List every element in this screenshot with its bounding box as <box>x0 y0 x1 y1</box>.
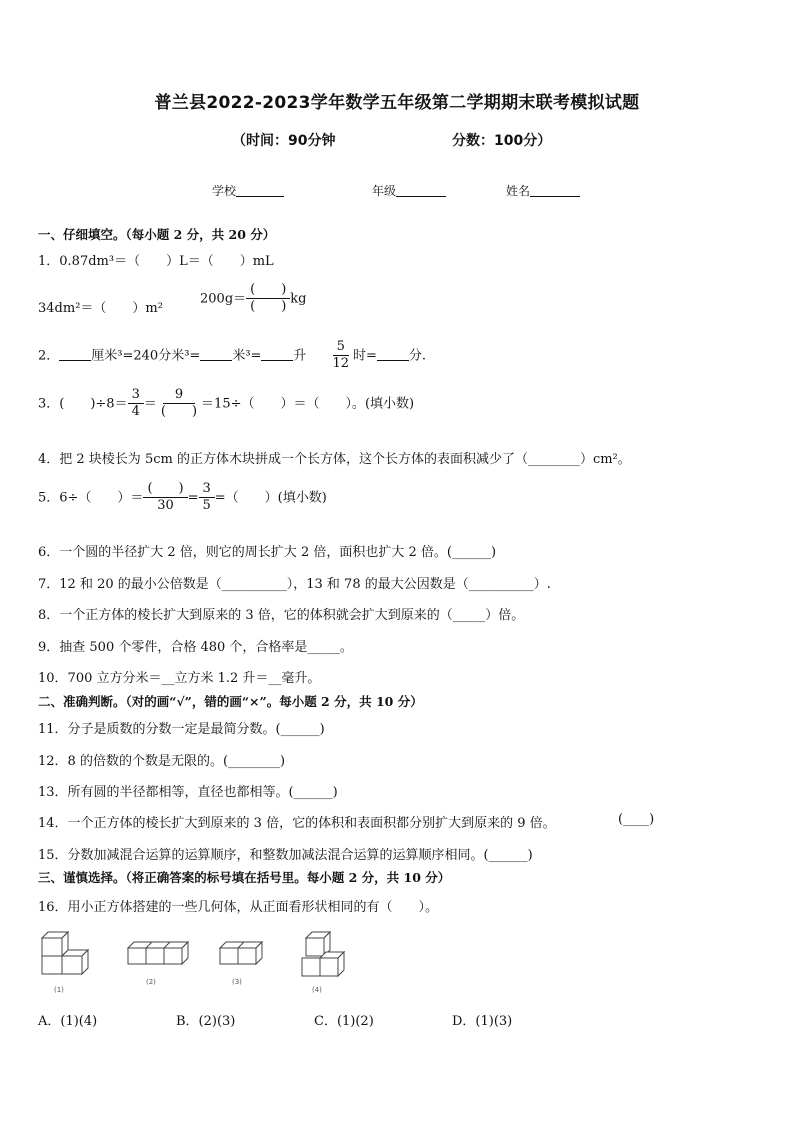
q2-text-d: 升 <box>293 348 307 364</box>
q5-equals: = <box>187 490 199 506</box>
fraction-numerator: ( ) <box>143 482 187 498</box>
fraction-denominator: 4 <box>131 404 140 420</box>
cube-figure-1 <box>38 926 100 996</box>
fraction-denominator: 30 <box>157 498 174 514</box>
question-1-line-2b <box>200 283 307 315</box>
option-b[interactable]: B．(2)(3) <box>176 1014 236 1029</box>
question-3 <box>38 388 414 420</box>
q1-fraction <box>246 283 290 315</box>
q1-200g-text: 200g＝ <box>200 291 247 307</box>
school-label: 学校 <box>212 184 237 198</box>
fraction-numerator: 3 <box>199 482 215 498</box>
name-label: 姓名 <box>506 184 531 198</box>
question-13: 13．所有圆的半径都相等，直径也都相等。(______) <box>38 785 338 800</box>
fraction-denominator: ( ) <box>160 404 198 420</box>
grade-label: 年级 <box>372 184 397 198</box>
section-1-heading: 一、仔细填空。（每小题 2 分，共 20 分） <box>38 227 276 242</box>
question-16: 16．用小正方体搭建的一些几何体，从正面看形状相同的有（ ）。 <box>38 900 439 915</box>
q2-text-c: 米³= <box>232 348 262 364</box>
q3-text-a: 3．( )÷8＝ <box>38 396 128 412</box>
q5-fraction-1 <box>143 482 187 514</box>
option-d[interactable]: D．(1)(3) <box>452 1014 513 1029</box>
question-9: 9．抽查 500 个零件，合格 480 个，合格率是_____。 <box>38 640 353 655</box>
q3-text-b: ＝15÷（ ）＝（ ）。(填小数) <box>201 396 415 412</box>
page-title: 普兰县2022-2023学年数学五年级第二学期期末联考模拟试题 <box>154 93 640 113</box>
figure-1-label: (1) <box>54 986 64 994</box>
fraction-denominator: 5 <box>202 498 211 514</box>
question-5 <box>38 482 327 514</box>
question-15: 15．分数加减混合运算的运算顺序，和整数加减法混合运算的运算顺序相同。(______) <box>38 848 533 863</box>
q2-fraction <box>328 340 353 372</box>
q2-text-f: 分. <box>408 348 427 364</box>
q2-text-e: 时= <box>352 348 377 364</box>
cube-figure-3 <box>216 938 268 988</box>
question-4: 4．把 2 块棱长为 5cm 的正方体木块拼成一个长方体，这个长方体的表面积减少了（________）cm²。 <box>38 452 631 467</box>
question-1-line-1: 1．0.87dm³＝（ ）L＝（ ）mL <box>38 254 274 269</box>
question-11: 11．分子是质数的分数一定是最简分数。(______) <box>38 722 325 737</box>
fraction-numerator: 3 <box>128 388 144 404</box>
q2-text-b: 厘米³=240分米³= <box>91 348 201 364</box>
option-c[interactable]: C．(1)(2) <box>314 1014 374 1029</box>
q5-text-a: 5．6÷（ ）＝ <box>38 490 144 506</box>
figure-3-label: (3) <box>232 978 242 986</box>
question-8: 8．一个正方体的棱长扩大到原来的 3 倍，它的体积就会扩大到原来的（_____）倍。 <box>38 608 525 623</box>
question-7: 7．12 和 20 的最小公倍数是（__________），13 和 78 的最大公因数是（__________）. <box>38 577 551 592</box>
question-2 <box>38 340 426 372</box>
grade-field[interactable] <box>372 182 446 199</box>
cube-figure-2 <box>124 938 190 988</box>
question-12: 12．8 的倍数的个数是无限的。(________) <box>38 754 286 769</box>
q1-kg-unit: kg <box>290 291 307 307</box>
exam-time: （时间：90分钟 <box>232 133 336 149</box>
school-field[interactable] <box>212 182 284 199</box>
q5-text-b: =（ ）(填小数) <box>214 490 327 506</box>
question-10: 10．700 立方分米＝__立方米 1.2 升＝__毫升。 <box>38 671 321 686</box>
question-6: 6．一个圆的半径扩大 2 倍，则它的周长扩大 2 倍，面积也扩大 2 倍。(______) <box>38 545 497 560</box>
option-a[interactable]: A．(1)(4) <box>38 1014 98 1029</box>
figure-4-label: (4) <box>312 986 322 994</box>
fraction-numerator: 9 <box>163 388 195 404</box>
question-14-answer-blank[interactable]: (____) <box>618 812 655 827</box>
cube-figure-4 <box>298 926 354 996</box>
fraction-denominator: 12 <box>332 356 349 372</box>
q3-equals: ＝ <box>143 396 157 412</box>
section-2-heading: 二、准确判断。（对的画“√”，错的画“×”。每小题 2 分，共 10 分） <box>38 694 423 709</box>
question-1-line-2a: 34dm²＝（ ）m² <box>38 301 163 316</box>
section-3-heading: 三、谨慎选择。（将正确答案的标号填在括号里。每小题 2 分，共 10 分） <box>38 870 451 885</box>
exam-score: 分数：100分） <box>452 133 552 149</box>
fraction-denominator: ( ) <box>250 299 287 315</box>
q3-fraction-2 <box>157 388 201 420</box>
fraction-numerator: 5 <box>333 340 349 356</box>
figure-2-label: (2) <box>146 978 156 986</box>
q2-number: 2． <box>38 348 60 364</box>
question-14: 14．一个正方体的棱长扩大到原来的 3 倍，它的体积和表面积都分别扩大到原来的 9 倍。 <box>38 816 556 831</box>
q5-fraction-2 <box>199 482 215 514</box>
q3-fraction-1 <box>128 388 144 420</box>
name-field[interactable] <box>506 182 580 199</box>
fraction-numerator: ( ) <box>246 283 290 299</box>
